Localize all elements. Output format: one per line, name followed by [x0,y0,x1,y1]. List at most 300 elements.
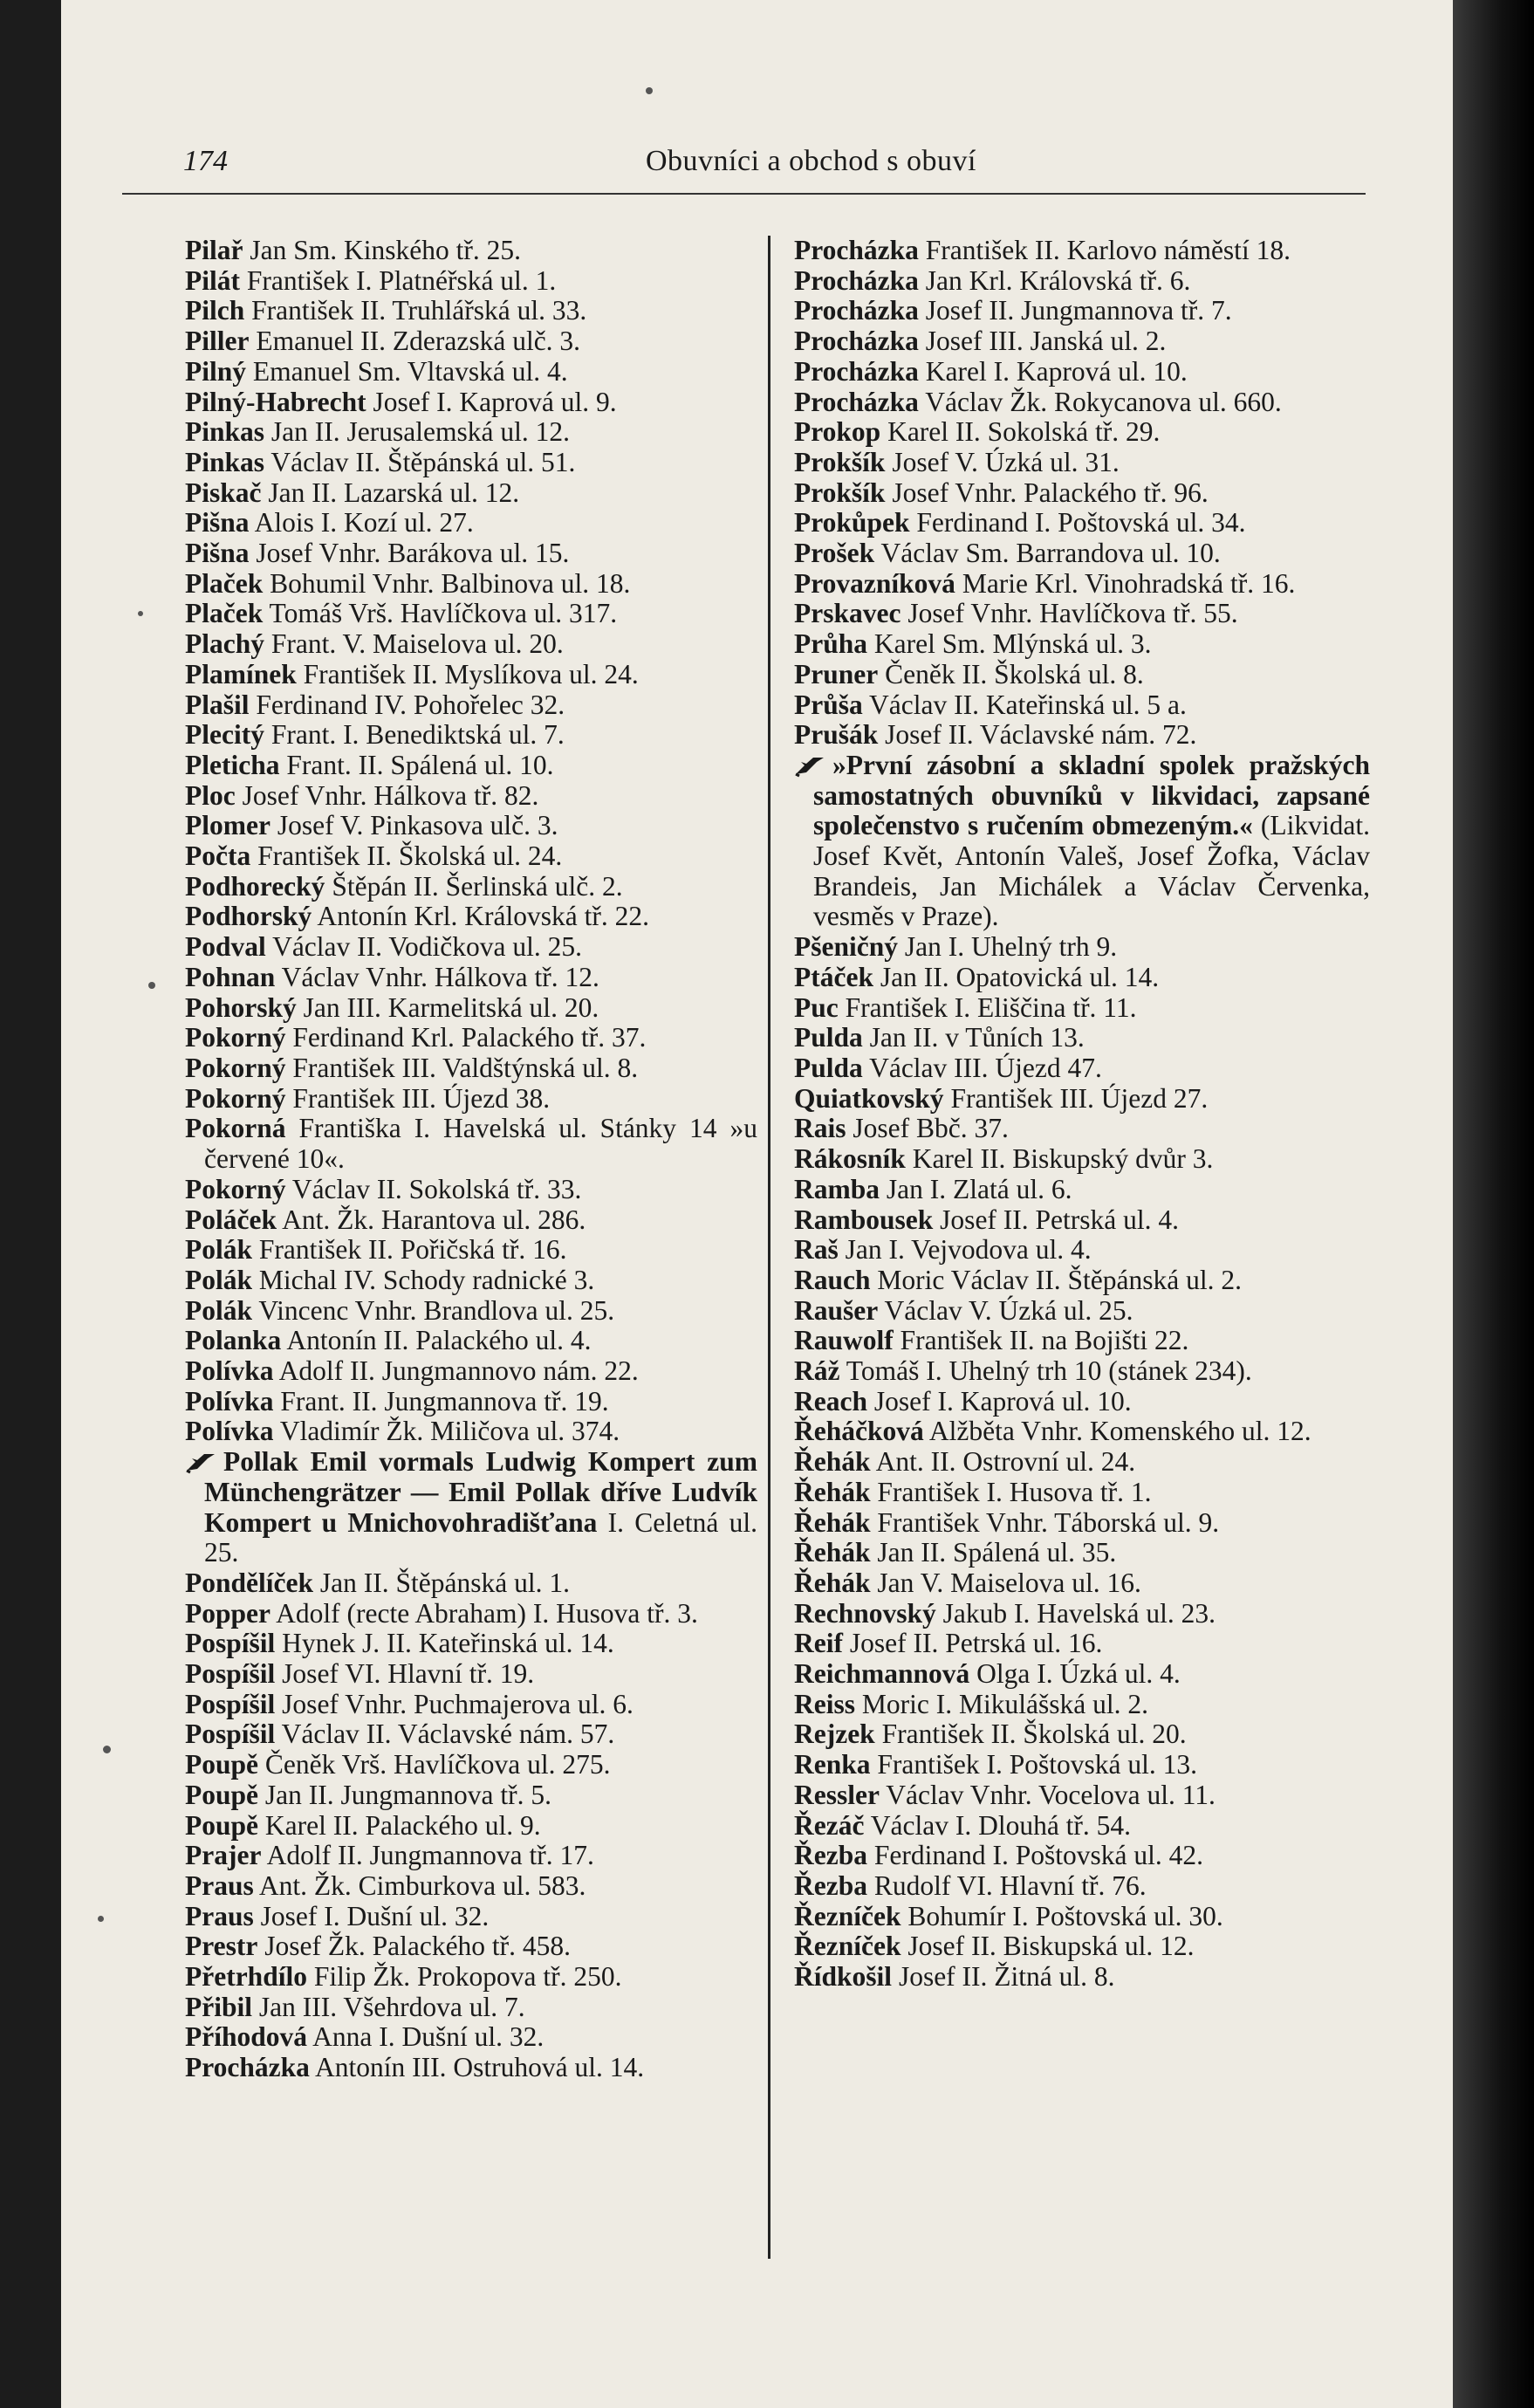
directory-entry [794,1811,1370,1842]
directory-entry [185,932,757,963]
directory-entry [794,1235,1370,1266]
entry-details: František II. Školská ul. 24. [250,840,563,872]
entry-surname: Rákosník [794,1143,906,1175]
entry-details: Jan III. Všehrdova ul. 7. [252,1991,525,2022]
pointing-hand-icon [794,755,825,778]
entry-surname: Renka [794,1749,871,1780]
entry-surname: Polívka [185,1416,274,1447]
entry-details: Karel Sm. Mlýnská ul. 3. [867,628,1152,660]
entry-surname: Praus [185,1869,254,1901]
entry-surname: Pospíšil [185,1688,276,1719]
entry-details: Josef Vnhr. Havlíčkova tř. 55. [901,598,1238,629]
directory-entry [185,599,757,629]
entry-details: Jan II. Lazarská ul. 12. [261,477,520,508]
directory-entry [185,781,757,812]
directory-entry [794,326,1370,357]
entry-surname: Řehák [794,1506,871,1538]
entry-details: Josef II. Jungmannova tř. 7. [918,295,1232,326]
entry-surname: Řeháčková [794,1416,924,1447]
entry-surname: Polák [185,1234,253,1266]
directory-entry [185,1053,757,1084]
entry-details: Václav V. Úzká ul. 25. [878,1294,1133,1326]
entry-details: František Vnhr. Táborská ul. 9. [870,1506,1220,1538]
ink-speck [138,611,143,616]
entry-details: Frant. I. Benediktská ul. 7. [264,719,565,751]
directory-entry [794,599,1370,629]
entry-surname: Přetrhdílo [185,1961,307,1993]
directory-entry [185,1811,757,1842]
ink-speck [103,1746,111,1753]
entry-surname: Pollak Emil vormals Ludwig Kompert zum Münchengrätzer — Emil Pollak dříve Ludvík Kompert u Mnichovohradišťana [204,1446,757,1538]
directory-entry [185,296,757,326]
directory-entry [794,1356,1370,1387]
entry-surname: Piller [185,326,250,357]
directory-entry [185,1023,757,1053]
entry-surname: Pulda [794,1022,863,1053]
entry-surname: Procházka [794,355,919,387]
ink-speck [98,1916,104,1922]
entry-details: Ferdinand I. Poštovská ul. 34. [909,507,1246,539]
entry-surname: Plecitý [185,719,264,751]
entry-details: Josef I. Dušní ul. 32. [253,1900,490,1931]
entry-surname: Popper [185,1597,271,1629]
entry-details: Frant. II. Spálená ul. 10. [279,749,554,780]
directory-entry [794,266,1370,297]
directory-entry [185,963,757,993]
entry-details: František III. Újezd 27. [943,1082,1209,1114]
entry-details: I. Celetná ul. 25. [204,1506,757,1568]
directory-entry [185,448,757,478]
entry-details: Josef II. Václavské nám. 72. [878,719,1197,751]
entry-details: Jan Sm. Kinského tř. 25. [243,235,521,265]
entry-surname: Plašil [185,689,250,720]
entry-surname: Prušák [794,719,879,751]
entry-surname: Pokorný [185,1022,286,1053]
directory-entry [794,1387,1370,1417]
directory-entry [794,388,1370,418]
entry-details: Vladimír Žk. Miličova ul. 374. [273,1416,620,1447]
directory-entry [794,1750,1370,1780]
directory-entry [185,1175,757,1205]
directory-entry [185,2022,757,2053]
entry-surname: Řezáč [794,1809,865,1841]
entry-surname: Rejzek [794,1719,875,1750]
entry-details: Josef Bbč. 37. [846,1113,1009,1144]
entry-surname: Průša [794,689,863,720]
entry-surname: Řehák [794,1476,871,1507]
entry-details: Ferdinand IV. Pohořelec 32. [249,689,565,720]
entry-details: František III. Újezd 38. [285,1082,551,1114]
entry-details: Ferdinand I. Poštovská ul. 42. [866,1840,1203,1871]
entry-surname: Polívka [185,1385,274,1417]
entry-details: Karel II. Biskupský dvůr 3. [905,1143,1214,1175]
directory-entry [794,720,1370,751]
directory-entry [794,1902,1370,1932]
entry-surname: Polák [185,1294,253,1326]
entry-details: Antonín III. Ostruhová ul. 14. [309,2052,645,2083]
directory-entry [185,841,757,872]
entry-surname: Rechnovský [794,1597,936,1629]
directory-entry [794,963,1370,993]
entry-surname: Podhorecký [185,870,325,902]
directory-entry [185,266,757,297]
entry-details: Františka I. Havelská ul. Stánky 14 »u červené 10«. [204,1113,757,1175]
directory-entry [794,508,1370,539]
entry-details: Frant. II. Jungmannova tř. 19. [273,1385,609,1417]
directory-entry [794,1205,1370,1236]
ink-speck [148,982,155,989]
entry-surname: Pondělíček [185,1567,313,1598]
entry-surname: Pilát [185,264,240,296]
directory-entry [794,1296,1370,1327]
entry-surname: Řídkošil [794,1961,893,1993]
directory-entry [794,629,1370,660]
entry-details: Josef Vnhr. Barákova ul. 15. [249,538,570,569]
entry-surname: Ploc [185,779,236,811]
entry-details: František II. Truhlářská ul. 33. [244,295,587,326]
entry-details: Jan II. Opatovická ul. 14. [873,961,1160,992]
directory-entry [794,417,1370,448]
entry-surname: Poláček [185,1204,277,1235]
entry-details: Václav I. Dlouhá tř. 54. [864,1809,1132,1841]
directory-entry [794,1114,1370,1144]
directory-entry [794,932,1370,963]
entry-surname: Ráž [794,1355,840,1387]
entry-surname: Prskavec [794,598,901,629]
directory-entry [185,1417,757,1447]
directory-entry [185,1235,757,1266]
entry-details: Čeněk Vrš. Havlíčkova ul. 275. [258,1749,611,1780]
entry-details: Jan II. Jungmannova tř. 5. [258,1779,551,1810]
entry-surname: Poupě [185,1779,259,1810]
entry-details: Ant. Žk. Cimburkova ul. 583. [253,1869,586,1901]
entry-surname: Pšeničný [794,931,899,963]
entry-details: Tomáš Vrš. Havlíčkova ul. 317. [263,598,618,629]
entry-details: Václav Žk. Rokycanova ul. 660. [918,386,1282,417]
entry-details: Antonín II. Palackého ul. 4. [281,1325,592,1356]
directory-entry [185,357,757,388]
entry-surname: Polák [185,1264,253,1295]
directory-entry [185,1962,757,1993]
entry-surname: Pilný-Habrecht [185,386,366,417]
entry-surname: Rais [794,1113,846,1144]
entry-surname: Procházka [794,386,919,417]
entry-surname: Řezníček [794,1900,901,1931]
entry-surname: Pleticha [185,749,280,780]
entry-details: Jan I. Vejvodova ul. 4. [838,1234,1092,1266]
entry-details: Václav II. Štěpánská ul. 51. [264,446,576,477]
entry-details: Josef V. Pinkasova ulč. 3. [270,810,558,841]
entry-surname: Procházka [794,235,919,265]
entry-details: Karel I. Kaprová ul. 10. [918,355,1188,387]
entry-surname: Pinkas [185,446,265,477]
entry-surname: Polanka [185,1325,282,1356]
directory-entry-notice [794,751,1370,932]
entry-details: Václav II. Vodičkova ul. 25. [265,931,582,963]
directory-entry [185,629,757,660]
entry-surname: Prokop [794,416,881,448]
entry-surname: Řehák [794,1446,871,1478]
entry-surname: Prokůpek [794,507,910,539]
directory-entry [185,1719,757,1750]
entry-details: Adolf II. Jungmannovo nám. 22. [273,1355,639,1387]
entry-details: Emanuel Sm. Vltavská ul. 4. [246,355,568,387]
entry-details: Jan II. Štěpánská ul. 1. [313,1567,570,1598]
entry-details: Hynek J. II. Kateřinská ul. 14. [275,1628,614,1659]
entry-surname: Raušer [794,1294,879,1326]
entry-surname: Plamínek [185,658,297,689]
entry-details: Jakub I. Havelská ul. 23. [935,1597,1216,1629]
entry-details: Jan III. Karmelitská ul. 20. [296,991,599,1023]
directory-entry [794,296,1370,326]
left-column [185,236,757,2083]
directory-entry [185,1296,757,1327]
directory-entry [794,1780,1370,1811]
column-rule [768,236,770,2259]
page-edge-shadow [1453,0,1534,2408]
entry-details: Alois I. Kozí ul. 27. [249,507,474,539]
entry-surname: Pospíšil [185,1719,276,1750]
entry-surname: Piskač [185,477,262,508]
entry-surname: Pinkas [185,416,265,448]
entry-details: Marie Krl. Vinohradská tř. 16. [955,567,1296,599]
directory-entry [794,1447,1370,1478]
entry-surname: Poupě [185,1809,259,1841]
entry-surname: Reif [794,1628,843,1659]
directory-entry [794,1659,1370,1690]
directory-entry [185,1599,757,1629]
directory-entry [794,1144,1370,1175]
entry-details: Michal IV. Schody radnické 3. [252,1264,595,1295]
directory-entry [794,1841,1370,1871]
entry-details: František II. Školská ul. 20. [874,1719,1187,1750]
directory-entry [185,1568,757,1599]
directory-entry [185,1841,757,1871]
entry-surname: Podhorský [185,901,312,932]
entry-details: Josef II. Biskupská ul. 12. [901,1931,1195,1962]
directory-entry [185,1114,757,1174]
entry-surname: Prokšík [794,477,886,508]
entry-surname: Pokorný [185,1052,286,1083]
directory-entry [794,1508,1370,1539]
directory-entry [185,902,757,932]
directory-entry [185,1902,757,1932]
directory-entry [185,2053,757,2083]
header-rule [122,193,1366,195]
directory-entry [185,478,757,509]
entry-details: František I. Poštovská ul. 13. [870,1749,1198,1780]
entry-details: Ant. II. Ostrovní ul. 24. [870,1446,1136,1478]
directory-entry [794,448,1370,478]
entry-details: Alžběta Vnhr. Komenského ul. 12. [923,1416,1311,1447]
entry-surname: Pilař [185,235,243,265]
entry-details: František III. Valdštýnská ul. 8. [285,1052,639,1083]
entry-surname: Pulda [794,1052,863,1083]
entry-surname: Ramba [794,1173,880,1204]
entry-surname: Pospíšil [185,1658,276,1690]
entry-surname: Puc [794,991,839,1023]
entry-details: Václav II. Kateřinská ul. 5 a. [862,689,1187,720]
entry-details: Josef I. Kaprová ul. 9. [366,386,617,417]
directory-entry [794,1326,1370,1356]
directory-entry [185,1356,757,1387]
directory-entry [794,993,1370,1024]
directory-entry [185,508,757,539]
entry-surname: Polívka [185,1355,274,1387]
entry-surname: Raš [794,1234,839,1266]
entry-details: František II. Myslíkova ul. 24. [296,658,639,689]
entry-surname: Reiss [794,1688,855,1719]
entry-surname: Rauch [794,1264,871,1295]
directory-entry [185,751,757,781]
directory-entry [794,1084,1370,1115]
directory-entry [185,1659,757,1690]
entry-surname: Pospíšil [185,1628,276,1659]
entry-details: Frant. V. Maiselova ul. 20. [264,628,564,660]
entry-surname: Prajer [185,1840,262,1871]
entry-surname: Počta [185,840,251,872]
directory-entry [185,236,757,266]
entry-details: Josef VI. Hlavní tř. 19. [275,1658,535,1690]
directory-entry [185,417,757,448]
page-number: 174 [183,145,228,177]
entry-surname: Řezba [794,1840,867,1871]
entry-details: (Likvidat. Josef Květ, Antonín Valeš, Josef Žofka, Václav Brandeis, Jan Michálek a Václav Červenka, vesměs v Praze). [813,810,1371,932]
directory-entry [794,569,1370,600]
directory-entry [794,1962,1370,1993]
entry-details: Josef Vnhr. Palackého tř. 96. [885,477,1209,508]
entry-details: Karel II. Palackého ul. 9. [258,1809,541,1841]
entry-details: Josef V. Úzká ul. 31. [885,446,1120,477]
entry-surname: Řezníček [794,1931,901,1962]
entry-details: Václav Vnhr. Hálkova tř. 12. [275,961,599,992]
pointing-hand-icon [185,1451,216,1474]
entry-details: Josef Vnhr. Hálkova tř. 82. [235,779,539,811]
directory-entry [185,1780,757,1811]
entry-details: Josef II. Žitná ul. 8. [892,1961,1115,1993]
directory-entry [794,1629,1370,1659]
entry-surname: Prestr [185,1931,258,1962]
entry-details: Jan II. Jerusalemská ul. 12. [264,416,570,448]
running-title: Obuvníci a obchod s obuví [646,145,976,177]
directory-entry [794,1538,1370,1568]
entry-surname: Přibil [185,1991,252,2022]
directory-entry [185,539,757,569]
entry-details: Josef II. Petrská ul. 4. [933,1204,1179,1235]
entry-surname: Příhodová [185,2021,308,2053]
entry-surname: Pruner [794,658,879,689]
entry-details: František II. Karlovo náměstí 18. [918,235,1291,265]
entry-details: Emanuel II. Zderazská ulč. 3. [249,326,581,357]
entry-details: Jan V. Maiselova ul. 16. [870,1567,1141,1598]
entry-details: Václav Sm. Barrandova ul. 10. [874,538,1221,569]
directory-entry [794,1568,1370,1599]
entry-surname: Plaček [185,567,264,599]
directory-entry [185,720,757,751]
directory-entry [794,1478,1370,1508]
entry-surname: Řehák [794,1567,871,1598]
directory-entry [185,1750,757,1780]
directory-entry [794,1266,1370,1296]
entry-details: Ferdinand Krl. Palackého tř. 37. [285,1022,647,1053]
directory-entry [185,690,757,721]
entry-details: Antonín Krl. Královská tř. 22. [312,901,650,932]
entry-surname: Procházka [794,326,919,357]
directory-entry [794,1175,1370,1205]
directory-entry [794,1053,1370,1084]
entry-surname: Procházka [794,295,919,326]
entry-surname: Pišna [185,507,250,539]
entry-details: František II. Pořičská tř. 16. [252,1234,567,1266]
directory-entry [185,1629,757,1659]
entry-details: František I. Eliščina tř. 11. [838,991,1137,1023]
entry-surname: Provazníková [794,567,955,599]
entry-details: Bohumil Vnhr. Balbinova ul. 18. [263,567,631,599]
entry-details: Václav Vnhr. Vocelova ul. 11. [879,1779,1216,1810]
directory-entry [794,1599,1370,1629]
entry-details: Moric I. Mikulášská ul. 2. [855,1688,1148,1719]
entry-surname: Pokorná [185,1113,286,1144]
entry-details: Ant. Žk. Harantova ul. 286. [276,1204,586,1235]
entry-details: Rudolf VI. Hlavní tř. 76. [866,1869,1147,1901]
entry-surname: Pokorný [185,1173,286,1204]
entry-surname: »První zásobní a skladní spolek pražských samostatných obuvníků v likvidaci, zapsané společenstvo s ručením obmezeným.« [813,749,1370,841]
entry-surname: Podval [185,931,266,963]
entry-surname: Ressler [794,1779,880,1810]
entry-surname: Ptáček [794,961,873,992]
entry-surname: Reach [794,1385,867,1417]
directory-entry [185,388,757,418]
entry-surname: Reichmannová [794,1658,970,1690]
entry-surname: Prošek [794,538,875,569]
directory-entry [185,1690,757,1720]
entry-details: František I. Platnéřská ul. 1. [240,264,557,296]
entry-details: František I. Husova tř. 1. [870,1476,1152,1507]
directory-entry [794,1023,1370,1053]
entry-details: František II. na Bojišti 22. [893,1325,1189,1356]
directory-entry [185,1993,757,2023]
entry-details: Jan II. v Tůních 13. [862,1022,1085,1053]
directory-entry [185,1871,757,1902]
entry-surname: Rambousek [794,1204,934,1235]
directory-entry-notice [185,1447,757,1568]
entry-details: Jan I. Uhelný trh 9. [898,931,1118,963]
directory-entry [185,569,757,600]
directory-entry [185,1205,757,1236]
entry-surname: Řehák [794,1537,871,1568]
entry-details: Josef I. Kaprová ul. 10. [866,1385,1132,1417]
entry-surname: Praus [185,1900,254,1931]
entry-surname: Quiatkovský [794,1082,944,1114]
entry-details: Josef Žk. Palackého tř. 458. [257,1931,572,1962]
entry-details: Jan Krl. Královská tř. 6. [918,264,1191,296]
directory-entry [794,1417,1370,1447]
entry-details: Anna I. Dušní ul. 32. [307,2021,544,2053]
entry-surname: Řezba [794,1869,867,1901]
entry-details: Josef II. Petrská ul. 16. [842,1628,1103,1659]
entry-details: Štěpán II. Šerlinská ulč. 2. [325,870,623,902]
directory-entry [185,993,757,1024]
directory-entry [794,660,1370,690]
directory-entry [185,1326,757,1356]
directory-entry [794,357,1370,388]
entry-surname: Pokorný [185,1082,286,1114]
entry-surname: Poupě [185,1749,259,1780]
entry-surname: Plachý [185,628,264,660]
entry-details: Václav II. Sokolská tř. 33. [285,1173,582,1204]
entry-details: Jan II. Spálená ul. 35. [870,1537,1117,1568]
directory-entry [185,1387,757,1417]
